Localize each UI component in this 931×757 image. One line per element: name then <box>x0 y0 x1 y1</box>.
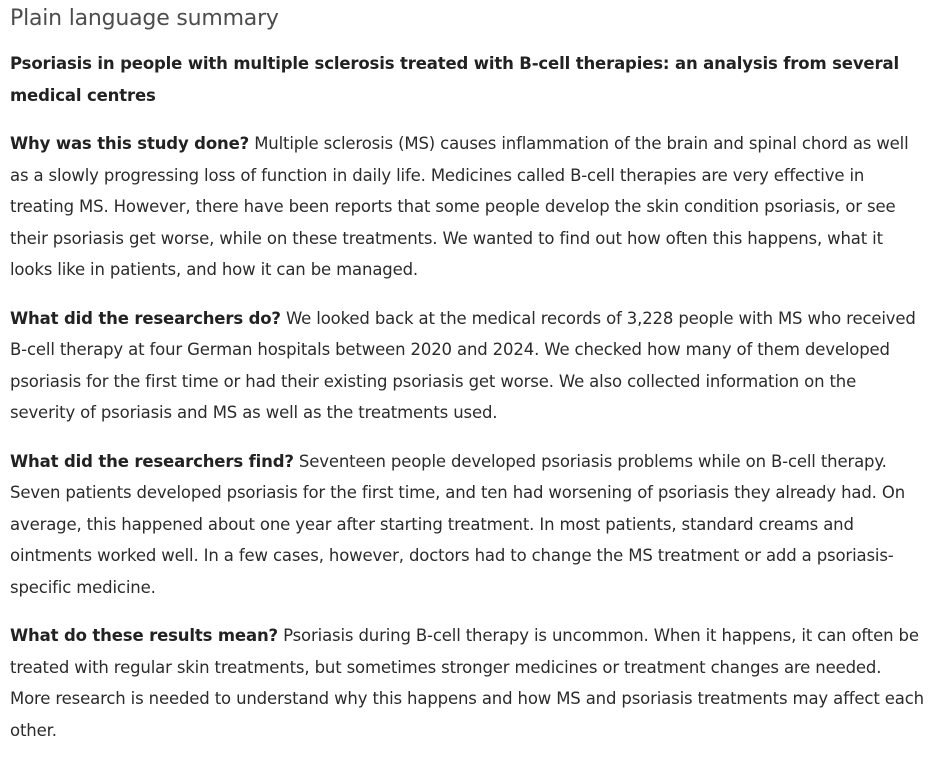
paragraph-text: We looked back at the medical records of 3,228 people with MS who received B-cell therapy at four German hospitals between 2020 and 2024. We checked how many of them developed psoriasis for the first time or had their existing psoriasis get worse. We also collected information on the severity of psoriasis and MS as well as the treatments used. <box>10 308 916 422</box>
paragraph-why-study <box>10 128 925 286</box>
paragraph-text: Psoriasis during B-cell therapy is uncommon. When it happens, it can often be treated with regular skin treatments, but sometimes stronger medicines or treatment changes are needed. More research is needed to understand why this happens and how MS and psoriasis treatments may affect each other. <box>10 626 924 740</box>
paragraph-lead: Why was this study done? <box>10 134 250 153</box>
paragraph-text: Multiple sclerosis (MS) causes inflammation of the brain and spinal chord as well as a slowly progressing loss of function in daily life. Medicines called B-cell therapies are very effective in treating MS. However, there have been reports that some people develop the skin condition psoriasis, or see their psoriasis get worse, while on these treatments. We wanted to find out how often this happens, what it looks like in patients, and how it can be managed. <box>10 134 909 279</box>
paragraph-lead: What did the researchers find? <box>10 451 294 471</box>
paragraph-lead: What do these results mean? <box>10 626 278 645</box>
paragraph-what-researchers-do <box>10 303 925 429</box>
paragraph-results-meaning <box>10 620 925 746</box>
paragraph-lead: What did the researchers do? <box>10 308 281 328</box>
summary-title: Psoriasis in people with multiple sclerosis treated with B-cell therapies: an analysis from several medical centres <box>10 54 899 105</box>
paragraph-what-researchers-find <box>10 446 925 604</box>
section-heading: Plain language summary <box>10 6 279 31</box>
paragraph-text: Seventeen people developed psoriasis problems while on B-cell therapy. Seven patients developed psoriasis for the first time, and ten had worsening of psoriasis they already had. On average, this happened about one year after starting treatment. In most patients, standard creams and ointments worked well. In a few cases, however, doctors had to change the MS treatment or add a psoriasis-specific medicine. <box>10 451 906 597</box>
plain-language-summary <box>10 0 925 746</box>
